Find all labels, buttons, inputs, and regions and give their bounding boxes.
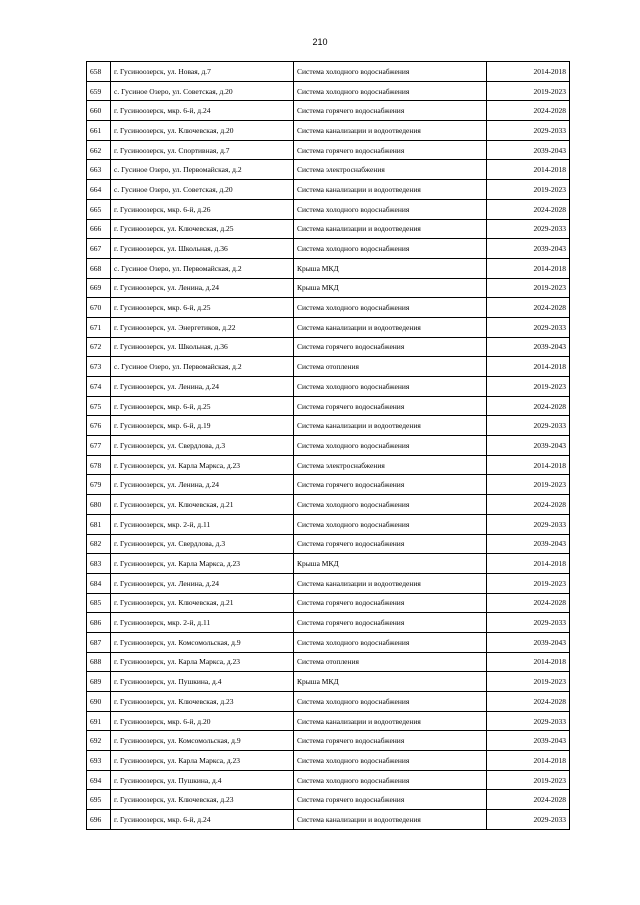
system-cell: Система канализации и водоотведения — [294, 810, 487, 830]
table-row — [87, 770, 570, 790]
row-number-cell: 662 — [87, 140, 111, 160]
system-cell: Система электроснабжения — [294, 160, 487, 180]
table-row — [87, 337, 570, 357]
period-cell: 2029-2033 — [487, 514, 570, 534]
table-row — [87, 101, 570, 121]
row-number-cell: 690 — [87, 692, 111, 712]
address-cell: г. Гусиноозерск, мкр. 6-й, д.20 — [111, 711, 294, 731]
page-number: 210 — [312, 37, 328, 47]
period-cell: 2029-2033 — [487, 711, 570, 731]
address-cell: г. Гусиноозерск, ул. Пушкина, д.4 — [111, 672, 294, 692]
period-cell: 2014-2018 — [487, 455, 570, 475]
period-cell: 2024-2028 — [487, 298, 570, 318]
row-number-cell: 674 — [87, 377, 111, 397]
system-cell: Система канализации и водоотведения — [294, 416, 487, 436]
address-cell: г. Гусиноозерск, ул. Ключевская, д.21 — [111, 593, 294, 613]
address-cell: г. Гусиноозерск, мкр. 6-й, д.26 — [111, 199, 294, 219]
period-cell: 2024-2028 — [487, 396, 570, 416]
period-cell: 2014-2018 — [487, 62, 570, 82]
period-cell: 2029-2033 — [487, 416, 570, 436]
period-cell: 2024-2028 — [487, 593, 570, 613]
system-cell: Крыша МКД — [294, 278, 487, 298]
row-number-cell: 669 — [87, 278, 111, 298]
system-cell: Система холодного водоснабжения — [294, 770, 487, 790]
row-number-cell: 666 — [87, 219, 111, 239]
repair-schedule-table — [86, 61, 570, 830]
table-row — [87, 258, 570, 278]
address-cell: г. Гусиноозерск, мкр. 6-й, д.24 — [111, 810, 294, 830]
address-cell: с. Гусиное Озеро, ул. Первомайская, д.2 — [111, 258, 294, 278]
table-row — [87, 239, 570, 259]
system-cell: Крыша МКД — [294, 554, 487, 574]
table-row — [87, 692, 570, 712]
period-cell: 2024-2028 — [487, 790, 570, 810]
table-row — [87, 495, 570, 515]
period-cell: 2019-2023 — [487, 278, 570, 298]
system-cell: Система канализации и водоотведения — [294, 180, 487, 200]
period-cell: 2014-2018 — [487, 554, 570, 574]
address-cell: г. Гусиноозерск, ул. Свердлова, д.3 — [111, 534, 294, 554]
row-number-cell: 668 — [87, 258, 111, 278]
row-number-cell: 660 — [87, 101, 111, 121]
address-cell: г. Гусиноозерск, ул. Комсомольская, д.9 — [111, 632, 294, 652]
system-cell: Система канализации и водоотведения — [294, 711, 487, 731]
system-cell: Система холодного водоснабжения — [294, 377, 487, 397]
address-cell: г. Гусиноозерск, ул. Ключевская, д.23 — [111, 790, 294, 810]
system-cell: Система горячего водоснабжения — [294, 396, 487, 416]
system-cell: Система горячего водоснабжения — [294, 790, 487, 810]
table-row — [87, 790, 570, 810]
address-cell: г. Гусиноозерск, мкр. 6-й, д.25 — [111, 396, 294, 416]
row-number-cell: 692 — [87, 731, 111, 751]
address-cell: г. Гусиноозерск, ул. Карла Маркса, д.23 — [111, 652, 294, 672]
period-cell: 2019-2023 — [487, 81, 570, 101]
system-cell: Система холодного водоснабжения — [294, 62, 487, 82]
system-cell: Система холодного водоснабжения — [294, 239, 487, 259]
period-cell: 2029-2033 — [487, 810, 570, 830]
period-cell: 2019-2023 — [487, 475, 570, 495]
row-number-cell: 681 — [87, 514, 111, 534]
row-number-cell: 680 — [87, 495, 111, 515]
address-cell: г. Гусиноозерск, мкр. 6-й, д.25 — [111, 298, 294, 318]
period-cell: 2039-2043 — [487, 632, 570, 652]
system-cell: Система холодного водоснабжения — [294, 514, 487, 534]
address-cell: г. Гусиноозерск, мкр. 6-й, д.19 — [111, 416, 294, 436]
row-number-cell: 695 — [87, 790, 111, 810]
address-cell: г. Гусиноозерск, ул. Ленина, д.24 — [111, 377, 294, 397]
row-number-cell: 683 — [87, 554, 111, 574]
table-row — [87, 475, 570, 495]
system-cell: Система холодного водоснабжения — [294, 751, 487, 771]
period-cell: 2014-2018 — [487, 751, 570, 771]
address-cell: г. Гусиноозерск, ул. Карла Маркса, д.23 — [111, 554, 294, 574]
table-body — [87, 62, 570, 830]
system-cell: Система холодного водоснабжения — [294, 692, 487, 712]
system-cell: Крыша МКД — [294, 672, 487, 692]
row-number-cell: 694 — [87, 770, 111, 790]
address-cell: г. Гусиноозерск, ул. Новая, д.7 — [111, 62, 294, 82]
row-number-cell: 689 — [87, 672, 111, 692]
row-number-cell: 677 — [87, 436, 111, 456]
row-number-cell: 671 — [87, 317, 111, 337]
period-cell: 2039-2043 — [487, 337, 570, 357]
table-row — [87, 199, 570, 219]
table-row — [87, 81, 570, 101]
table-row — [87, 652, 570, 672]
system-cell: Система горячего водоснабжения — [294, 731, 487, 751]
system-cell: Система горячего водоснабжения — [294, 475, 487, 495]
address-cell: г. Гусиноозерск, ул. Карла Маркса, д.23 — [111, 455, 294, 475]
row-number-cell: 688 — [87, 652, 111, 672]
system-cell: Система горячего водоснабжения — [294, 101, 487, 121]
row-number-cell: 696 — [87, 810, 111, 830]
system-cell: Система горячего водоснабжения — [294, 534, 487, 554]
table-row — [87, 160, 570, 180]
address-cell: г. Гусиноозерск, ул. Ленина, д.24 — [111, 573, 294, 593]
table-row — [87, 573, 570, 593]
address-cell: г. Гусиноозерск, мкр. 6-й, д.24 — [111, 101, 294, 121]
table-row — [87, 593, 570, 613]
table-row — [87, 534, 570, 554]
period-cell: 2019-2023 — [487, 672, 570, 692]
row-number-cell: 667 — [87, 239, 111, 259]
row-number-cell: 664 — [87, 180, 111, 200]
period-cell: 2039-2043 — [487, 436, 570, 456]
address-cell: г. Гусиноозерск, ул. Ленина, д.24 — [111, 475, 294, 495]
system-cell: Система горячего водоснабжения — [294, 593, 487, 613]
table-row — [87, 121, 570, 141]
table-row — [87, 298, 570, 318]
table-row — [87, 613, 570, 633]
table-row — [87, 455, 570, 475]
period-cell: 2024-2028 — [487, 495, 570, 515]
table-row — [87, 416, 570, 436]
period-cell: 2039-2043 — [487, 239, 570, 259]
table-row — [87, 554, 570, 574]
system-cell: Система горячего водоснабжения — [294, 140, 487, 160]
period-cell: 2029-2033 — [487, 121, 570, 141]
row-number-cell: 679 — [87, 475, 111, 495]
row-number-cell: 665 — [87, 199, 111, 219]
address-cell: г. Гусиноозерск, ул. Ключевская, д.21 — [111, 495, 294, 515]
address-cell: с. Гусиное Озеро, ул. Советская, д.20 — [111, 180, 294, 200]
row-number-cell: 678 — [87, 455, 111, 475]
system-cell: Система горячего водоснабжения — [294, 337, 487, 357]
period-cell: 2029-2033 — [487, 317, 570, 337]
period-cell: 2039-2043 — [487, 534, 570, 554]
system-cell: Система холодного водоснабжения — [294, 81, 487, 101]
address-cell: г. Гусиноозерск, ул. Пушкина, д.4 — [111, 770, 294, 790]
system-cell: Система канализации и водоотведения — [294, 573, 487, 593]
table-row — [87, 711, 570, 731]
period-cell: 2029-2033 — [487, 219, 570, 239]
table-row — [87, 180, 570, 200]
address-cell: г. Гусиноозерск, ул. Ключевская, д.25 — [111, 219, 294, 239]
address-cell: г. Гусиноозерск, ул. Ленина, д.24 — [111, 278, 294, 298]
address-cell: г. Гусиноозерск, ул. Школьная, д.36 — [111, 239, 294, 259]
address-cell: г. Гусиноозерск, мкр. 2-й, д.11 — [111, 514, 294, 534]
address-cell: с. Гусиное Озеро, ул. Первомайская, д.2 — [111, 357, 294, 377]
system-cell: Система отопления — [294, 357, 487, 377]
row-number-cell: 672 — [87, 337, 111, 357]
table-row — [87, 731, 570, 751]
row-number-cell: 670 — [87, 298, 111, 318]
row-number-cell: 685 — [87, 593, 111, 613]
table-row — [87, 219, 570, 239]
table-row — [87, 140, 570, 160]
row-number-cell: 675 — [87, 396, 111, 416]
system-cell: Система холодного водоснабжения — [294, 632, 487, 652]
address-cell: г. Гусиноозерск, ул. Энергетиков, д.22 — [111, 317, 294, 337]
period-cell: 2039-2043 — [487, 140, 570, 160]
address-cell: г. Гусиноозерск, ул. Ключевская, д.20 — [111, 121, 294, 141]
table-row — [87, 278, 570, 298]
address-cell: с. Гусиное Озеро, ул. Советская, д.20 — [111, 81, 294, 101]
row-number-cell: 661 — [87, 121, 111, 141]
address-cell: г. Гусиноозерск, ул. Карла Маркса, д.23 — [111, 751, 294, 771]
row-number-cell: 687 — [87, 632, 111, 652]
address-cell: г. Гусиноозерск, ул. Школьная, д.36 — [111, 337, 294, 357]
address-cell: г. Гусиноозерск, мкр. 2-й, д.11 — [111, 613, 294, 633]
address-cell: г. Гусиноозерск, ул. Ключевская, д.23 — [111, 692, 294, 712]
period-cell: 2019-2023 — [487, 573, 570, 593]
table-row — [87, 377, 570, 397]
period-cell: 2024-2028 — [487, 199, 570, 219]
system-cell: Система холодного водоснабжения — [294, 495, 487, 515]
table-row — [87, 396, 570, 416]
period-cell: 2024-2028 — [487, 101, 570, 121]
row-number-cell: 676 — [87, 416, 111, 436]
table-row — [87, 357, 570, 377]
system-cell: Крыша МКД — [294, 258, 487, 278]
system-cell: Система холодного водоснабжения — [294, 199, 487, 219]
period-cell: 2029-2033 — [487, 613, 570, 633]
table-row — [87, 672, 570, 692]
row-number-cell: 659 — [87, 81, 111, 101]
table-row — [87, 514, 570, 534]
table-row — [87, 436, 570, 456]
system-cell: Система канализации и водоотведения — [294, 121, 487, 141]
address-cell: с. Гусиное Озеро, ул. Первомайская, д.2 — [111, 160, 294, 180]
system-cell: Система холодного водоснабжения — [294, 298, 487, 318]
system-cell: Система отопления — [294, 652, 487, 672]
system-cell: Система канализации и водоотведения — [294, 219, 487, 239]
table-row — [87, 632, 570, 652]
period-cell: 2039-2043 — [487, 731, 570, 751]
table-row — [87, 810, 570, 830]
system-cell: Система холодного водоснабжения — [294, 436, 487, 456]
row-number-cell: 682 — [87, 534, 111, 554]
row-number-cell: 658 — [87, 62, 111, 82]
row-number-cell: 693 — [87, 751, 111, 771]
period-cell: 2019-2023 — [487, 770, 570, 790]
row-number-cell: 684 — [87, 573, 111, 593]
address-cell: г. Гусиноозерск, ул. Комсомольская, д.9 — [111, 731, 294, 751]
period-cell: 2019-2023 — [487, 180, 570, 200]
period-cell: 2019-2023 — [487, 377, 570, 397]
table-row — [87, 751, 570, 771]
table-row — [87, 317, 570, 337]
period-cell: 2014-2018 — [487, 258, 570, 278]
period-cell: 2014-2018 — [487, 160, 570, 180]
period-cell: 2024-2028 — [487, 692, 570, 712]
system-cell: Система канализации и водоотведения — [294, 317, 487, 337]
row-number-cell: 691 — [87, 711, 111, 731]
address-cell: г. Гусиноозерск, ул. Свердлова, д.3 — [111, 436, 294, 456]
period-cell: 2014-2018 — [487, 357, 570, 377]
address-cell: г. Гусиноозерск, ул. Спортивная, д.7 — [111, 140, 294, 160]
row-number-cell: 686 — [87, 613, 111, 633]
table-row — [87, 62, 570, 82]
system-cell: Система горячего водоснабжения — [294, 613, 487, 633]
system-cell: Система электроснабжения — [294, 455, 487, 475]
period-cell: 2014-2018 — [487, 652, 570, 672]
row-number-cell: 673 — [87, 357, 111, 377]
row-number-cell: 663 — [87, 160, 111, 180]
